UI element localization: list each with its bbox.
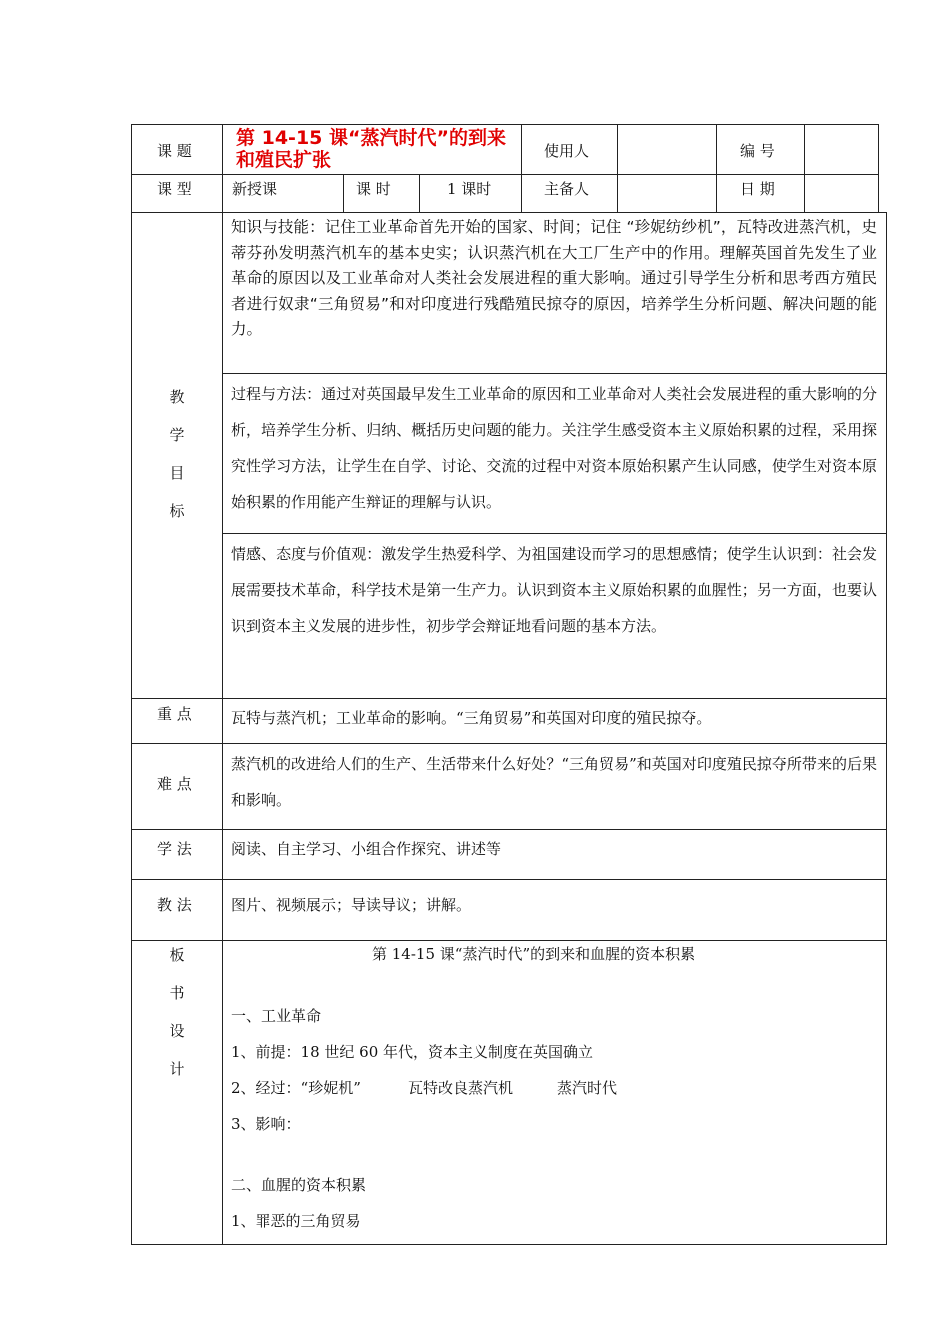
keypoints-label: 重 点 bbox=[157, 705, 192, 723]
emotion-text: 情感、态度与价值观：激发学生热爱科学、为祖国建设而学习的思想感情；使学生认识到：社会发展需要技术革命，科学技术是第一生产力。认识到资本主义原始积累的血腥性；另一方面，也要认识到资本主义发展的进步性，初步学会辩证地看问题的基本方法。 bbox=[231, 545, 877, 635]
date-label: 日 期 bbox=[740, 180, 775, 198]
keypoints-text: 瓦特与蒸汽机；工业革命的影响。“三角贸易”和英国对印度的殖民掠夺。 bbox=[231, 709, 712, 727]
cell-date-value bbox=[804, 174, 879, 213]
teach-text: 图片、视频展示；导读导议；讲解。 bbox=[231, 896, 472, 914]
prep-label: 主备人 bbox=[544, 180, 590, 198]
board-line-capital: 二、血腥的资本积累 bbox=[231, 1176, 367, 1194]
knowledge-text: 知识与技能：记住工业革命首先开始的国家、时间；记住 “珍妮纺纱机”，瓦特改进蒸汽机，史蒂芬孙发明蒸汽机车的基本史实；认识蒸汽机在大工厂生产中的作用。理解英国首先发生了业革命的原因以及工业革命对人类社会发展进程的重大影响。通过引导学生分析和思考西方殖民者进行奴隶“三角贸易”和对印度进行残酷殖民掠夺的原因，培养学生分析问题、解决问题的能力。 bbox=[231, 218, 877, 338]
keshi-label: 课 时 bbox=[356, 180, 391, 198]
lesson-title: 第 14-15 课“蒸汽时代”的到来和殖民扩张 bbox=[236, 127, 506, 171]
difficulties-label: 难 点 bbox=[157, 775, 192, 793]
board-line-process-c: 蒸汽时代 bbox=[557, 1079, 618, 1097]
study-label: 学 法 bbox=[157, 840, 192, 858]
kexing-value: 新授课 bbox=[232, 180, 278, 198]
kexing-label: 课 型 bbox=[157, 180, 192, 198]
cell-user-value bbox=[617, 124, 717, 175]
number-label: 编 号 bbox=[740, 142, 775, 160]
process-text: 过程与方法：通过对英国最早发生工业革命的原因和工业革命对人类社会发展进程的重大影响的分析，培养学生分析、归纳、概括历史问题的能力。关注学生感受资本主义原始积累的过程，采用探究性学习方法，让学生在自学、讨论、交流的过程中对资本原始积累产生认同感，使学生对资本原始积累的作用能产生辩证的理解与认识。 bbox=[231, 385, 877, 511]
board-line-premise: 1、前提：18 世纪 60 年代，资本主义制度在英国确立 bbox=[231, 1043, 594, 1061]
board-line-process-a: 2、经过：“珍妮机” bbox=[231, 1079, 361, 1097]
board-line-impact: 3、影响： bbox=[231, 1115, 301, 1133]
cell-prep-value bbox=[617, 174, 717, 213]
difficulties-text: 蒸汽机的改进给人们的生产、生活带来什么好处？“三角贸易”和英国对印度殖民掠夺所带来的后果和影响。 bbox=[231, 755, 877, 809]
board-line-process-b: 瓦特改良蒸汽机 bbox=[408, 1079, 514, 1097]
board-line-industrial-revolution: 一、工业革命 bbox=[231, 1007, 322, 1025]
objectives-label: 教 学 目 标 bbox=[169, 388, 185, 520]
cell-number-value bbox=[804, 124, 879, 175]
board-line-triangle-trade: 1、罪恶的三角贸易 bbox=[231, 1212, 361, 1230]
keshi-value: 1 课时 bbox=[447, 180, 492, 198]
user-label: 使用人 bbox=[544, 142, 590, 160]
board-title: 第 14-15 课“蒸汽时代”的到来和血腥的资本积累 bbox=[372, 945, 696, 963]
study-text: 阅读、自主学习、小组合作探究、讲述等 bbox=[231, 840, 502, 858]
board-label: 板 书 设 计 bbox=[169, 946, 185, 1078]
keti-label: 课 题 bbox=[157, 142, 192, 160]
teach-label: 教 法 bbox=[157, 896, 192, 914]
